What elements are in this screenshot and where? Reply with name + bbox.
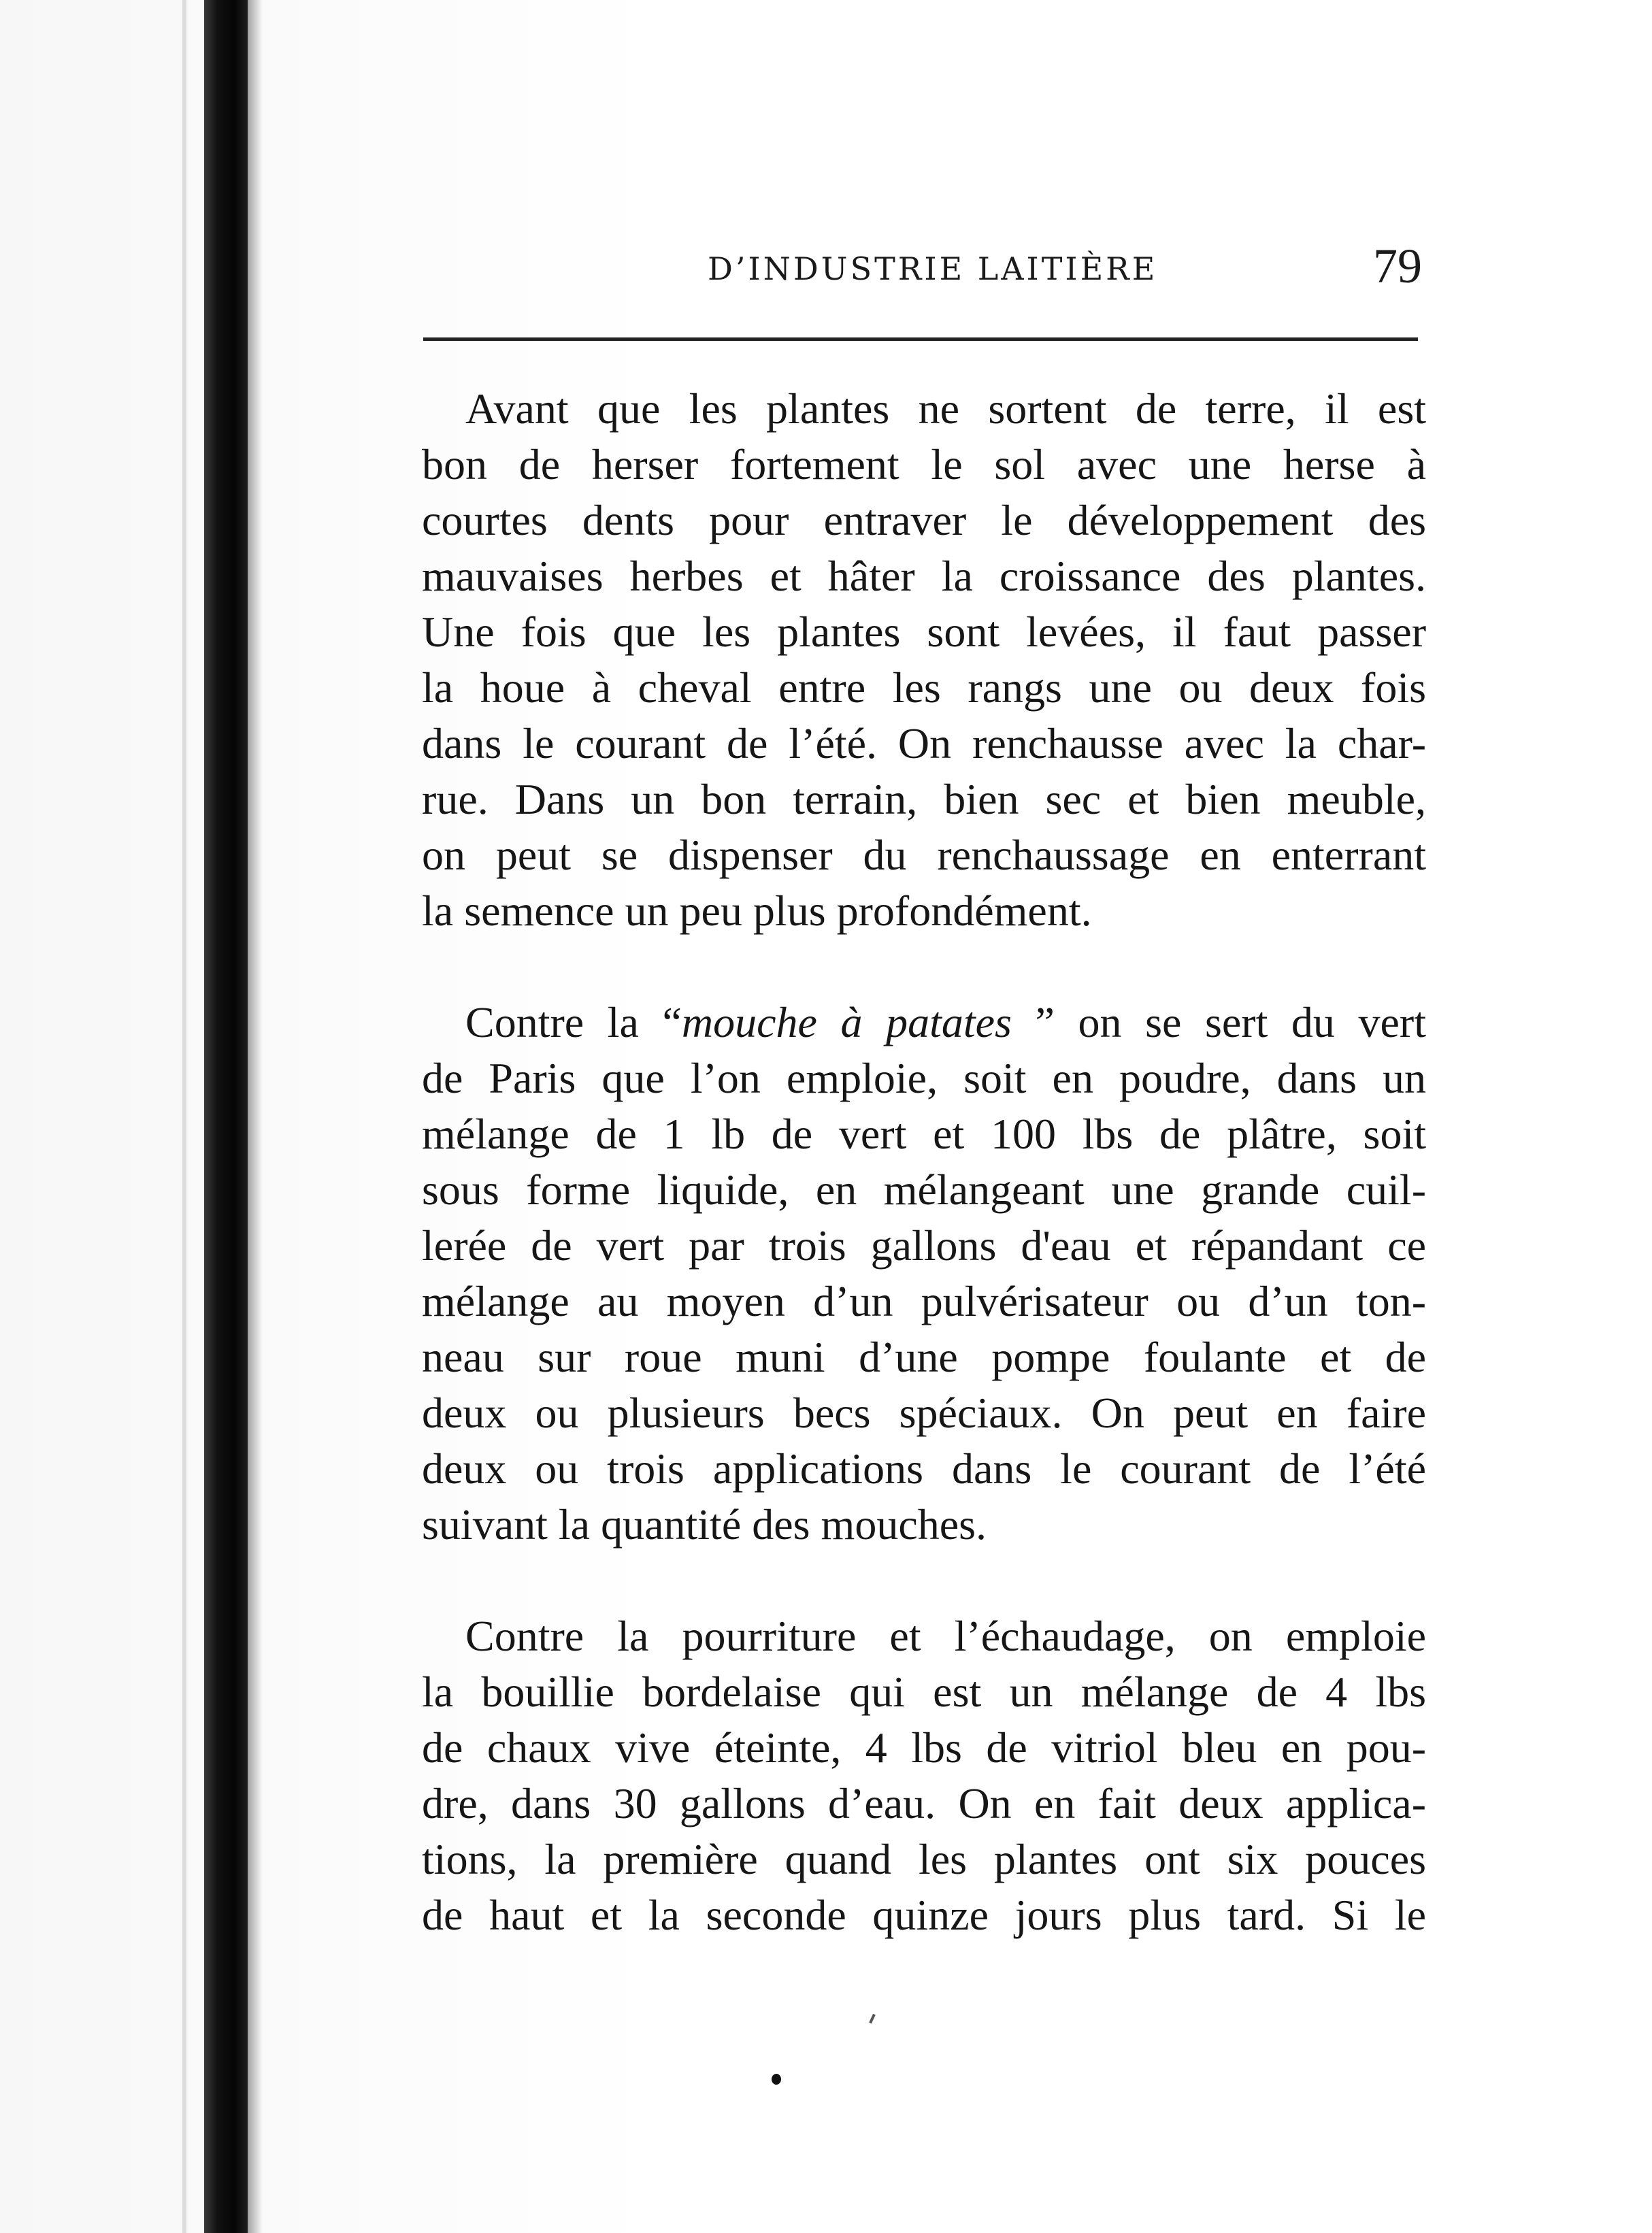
paragraph-2 <box>422 995 1426 1553</box>
text-line: Contre la pourriture et l’échaudage, on emploie <box>465 1612 1426 1660</box>
text-line: Avant que les plantes ne sortent de terre, il est <box>465 384 1426 433</box>
text-line: rue. Dans un bon terrain, bien sec et bien meuble, <box>422 775 1426 823</box>
print-specks <box>762 2014 803 2102</box>
text-line: de Paris que l’on emploie, soit en poudre, dans un <box>422 1054 1426 1102</box>
text-line: mélange de 1 lb de vert et 100 lbs de plâtre, soit <box>422 1110 1426 1158</box>
text-line: mélange au moyen d’un pulvérisateur ou d’un ton- <box>422 1277 1426 1325</box>
text-fragment: ” on se sert du vert <box>1011 998 1427 1046</box>
text-line: la houe à cheval entre les rangs une ou deux fois <box>422 663 1426 712</box>
text-line: on peut se dispenser du renchaussage en enterrant <box>422 831 1426 879</box>
italic-phrase: mouche à patates <box>681 998 1012 1046</box>
page-number: 79 <box>1373 239 1422 293</box>
page-header <box>422 238 1422 299</box>
speck-dot <box>772 2074 781 2085</box>
text-line: Une fois que les plantes sont levées, il faut passer <box>422 608 1426 656</box>
spine-shadow <box>248 0 263 2233</box>
text-line <box>422 995 1426 1051</box>
body-text <box>422 381 1426 1999</box>
text-line: de chaux vive éteinte, 4 lbs de vitriol bleu en pou- <box>422 1723 1426 1772</box>
running-head: D’INDUSTRIE LAITIÈRE <box>708 250 1158 287</box>
text-line: la semence un peu plus profondément. <box>422 887 1092 935</box>
text-line: suivant la quantité des mouches. <box>422 1500 987 1549</box>
text-line: dre, dans 30 gallons d’eau. On en fait deux applica- <box>422 1779 1426 1827</box>
text-line: bon de herser fortement le sol avec une herse à <box>422 440 1426 489</box>
text-line: dans le courant de l’été. On renchausse avec la char- <box>422 719 1426 767</box>
text-line: sous forme liquide, en mélangeant une grande cuil- <box>422 1165 1426 1214</box>
text-line: mauvaises herbes et hâter la croissance des plantes. <box>422 552 1426 600</box>
text-line: deux ou plusieurs becs spéciaux. On peut en faire <box>422 1389 1426 1437</box>
text-line: lerée de vert par trois gallons d'eau et répandant ce <box>422 1221 1426 1270</box>
text-line: neau sur roue muni d’une pompe foulante et de <box>422 1333 1426 1381</box>
paragraph-3 <box>422 1608 1426 1943</box>
paragraph-1 <box>422 381 1426 939</box>
header-rule <box>423 337 1418 341</box>
text-fragment: Contre la “ <box>465 998 682 1046</box>
text-line: courtes dents pour entraver le développement des <box>422 496 1426 544</box>
text-line: la bouillie bordelaise qui est un mélange de 4 lbs <box>422 1668 1426 1716</box>
text-line: de haut et la seconde quinze jours plus tard. Si le <box>422 1891 1426 1939</box>
text-line: tions, la première quand les plantes ont six pouces <box>422 1835 1426 1883</box>
book-spine <box>204 0 248 2233</box>
text-line: deux ou trois applications dans le courant de l’été <box>422 1444 1426 1493</box>
page-edge <box>182 0 186 2233</box>
